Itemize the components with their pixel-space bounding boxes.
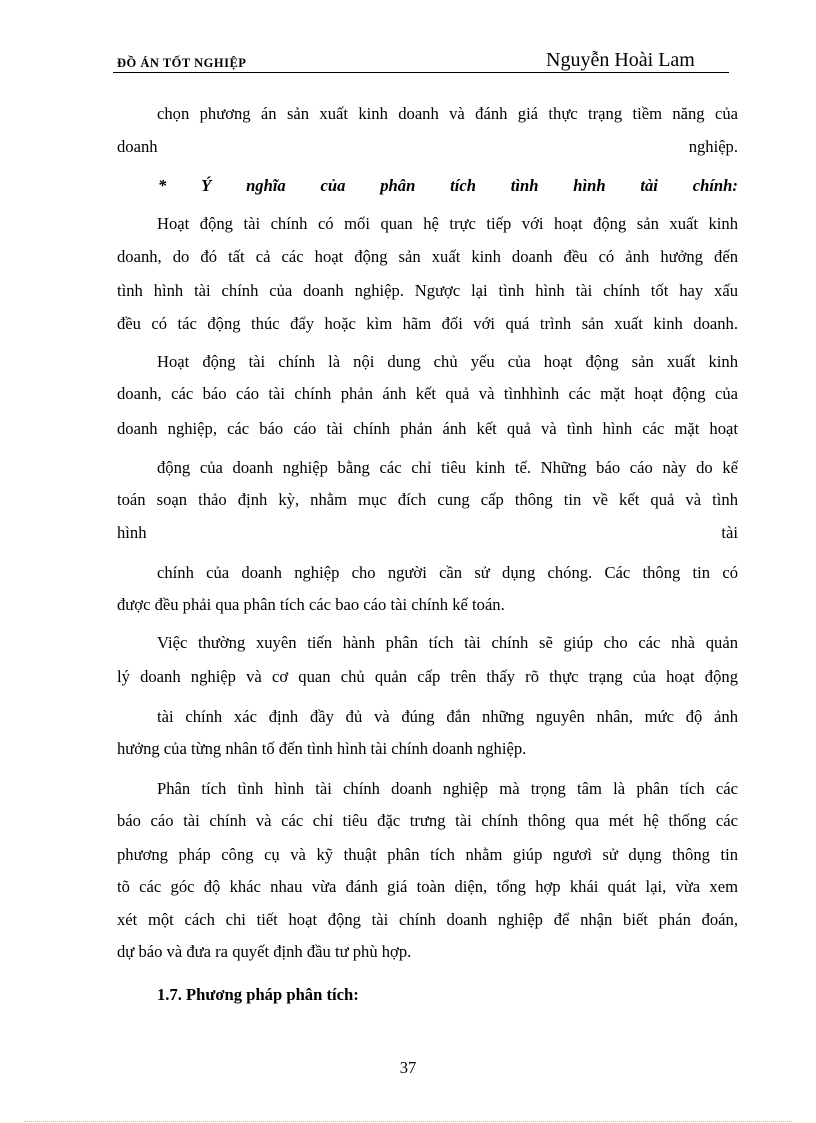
text-line-11: động của doanh nghiệp bằng các chỉ tiêu kinh tế. Những báo cáo này do kế: [157, 458, 738, 477]
text-fragment: nghiệp.: [688, 137, 738, 156]
subheading-meaning: [158, 175, 738, 197]
text-line-1: chọn phương án sản xuất kinh doanh và đánh giá thực trạng tiềm năng của: [157, 104, 738, 123]
text-line-24: xét một cách chi tiết hoạt động tài chính doanh nghiệp để nhận biết phán đoán,: [117, 910, 738, 929]
text-line-10: doanh nghiệp, các báo cáo tài chính phản ánh kết quả và tình hình các mặt hoạt: [117, 419, 738, 438]
text-line-14: chính của doanh nghiệp cho người cần sử dụng chóng. Các thông tin có: [157, 563, 738, 582]
text-line-17: lý doanh nghiệp và cơ quan chủ quản cấp trên thấy rõ thực trạng của hoạt động: [117, 667, 738, 686]
heading-word: chính:: [692, 176, 738, 195]
text-fragment: tài: [721, 523, 738, 542]
text-line-20: Phân tích tình hình tài chính doanh nghiệp mà trọng tâm là phân tích các: [157, 779, 738, 798]
text-line-7: đều có tác động thúc đẩy hoặc kìm hãm đối với quá trình sản xuất kinh doanh.: [117, 314, 738, 333]
heading-word: tích: [450, 176, 476, 195]
text-line-13: [117, 522, 738, 544]
heading-word: phân: [380, 176, 416, 195]
text-line-22: phương pháp công cụ và kỹ thuật phân tích nhằm giúp ngươì sử dụng thông tin: [117, 845, 738, 864]
text-line-15: được đều phải qua phân tích các bao cáo tài chính kế toán.: [117, 595, 505, 614]
document-type-label: ĐỒ ÁN TỐT NGHIỆP: [117, 56, 247, 70]
section-heading: 1.7. Phương pháp phân tích:: [157, 985, 359, 1004]
text-line-21: báo cáo tài chính và các chỉ tiêu đặc trưng tài chính thông qua mét hệ thống các: [117, 811, 738, 830]
text-fragment: hình: [117, 523, 147, 542]
heading-word: tình: [510, 176, 539, 195]
text-line-18: tài chính xác định đầy đủ và đúng đắn những nguyên nhân, mức độ ảnh: [157, 707, 738, 726]
heading-word: nghĩa: [246, 176, 286, 195]
text-line-8: Hoạt động tài chính là nội dung chủ yếu của hoạt động sản xuất kinh: [157, 352, 738, 371]
page-bottom-border: [24, 1121, 792, 1122]
text-line-6: tình hình tài chính của doanh nghiệp. Ngược lại tình hình tài chính tốt hay xấu: [117, 281, 738, 300]
text-line-23: tõ các góc độ khác nhau vừa đánh giá toàn diện, tổng hợp khái quát lại, vừa xem: [117, 877, 738, 896]
text-line-25: dự báo và đưa ra quyết định đầu tư phù hợp.: [117, 942, 412, 961]
heading-word: *: [158, 176, 167, 195]
heading-word: của: [320, 176, 346, 195]
text-line-4: Hoạt động tài chính có mối quan hệ trực tiếp với hoạt động sản xuất kinh: [157, 214, 738, 233]
text-line-9: doanh, các báo cáo tài chính phản ánh kết quả và tìnhhình các mặt hoạt động của: [117, 384, 738, 403]
heading-word: Ý: [201, 176, 212, 195]
header-divider: [113, 72, 729, 73]
page-number: 37: [399, 1058, 417, 1077]
text-line-16: Việc thường xuyên tiến hành phân tích tài chính sẽ giúp cho các nhà quản: [157, 633, 738, 652]
text-line-5: doanh, do đó tất cả các hoạt động sản xuất kinh doanh đều có ảnh hưởng đến: [117, 247, 738, 266]
text-line-19: hưởng của từng nhân tố đến tình hình tài chính doanh nghiệp.: [117, 739, 527, 758]
author-name: Nguyễn Hoài Lam: [546, 49, 695, 71]
text-fragment: doanh: [117, 137, 158, 156]
text-line-2: [117, 136, 738, 158]
heading-word: hình: [573, 176, 606, 195]
text-line-12: toán soạn thảo định kỳ, nhằm mục đích cung cấp thông tin về kết quả và tình: [117, 490, 738, 509]
heading-word: tài: [640, 176, 658, 195]
